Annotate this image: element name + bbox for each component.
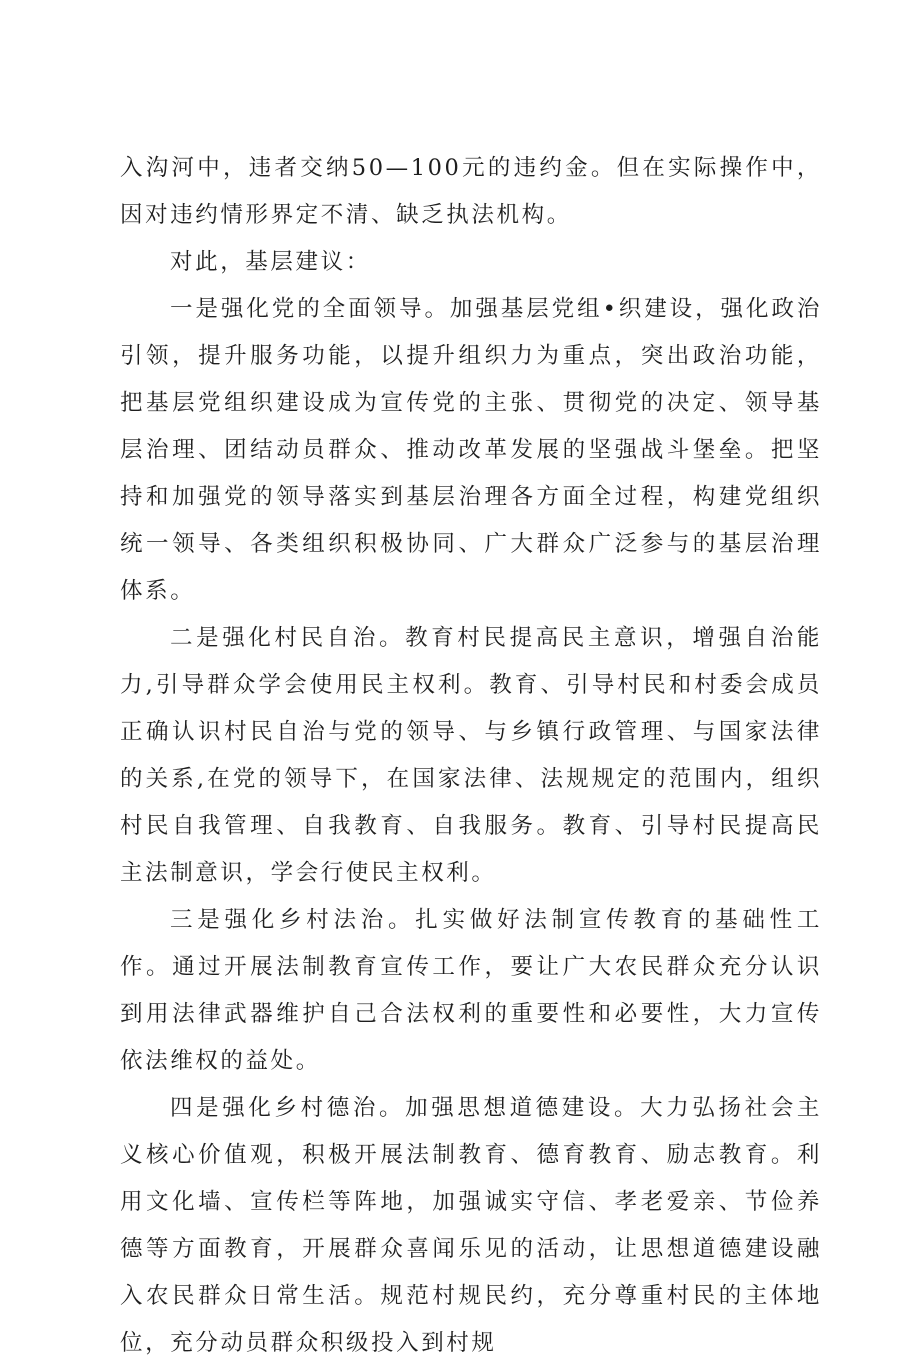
document-body <box>120 145 822 1367</box>
paragraph-point-4: 四是强化乡村德治。加强思想道德建设。大力弘扬社会主义核心价值观，积极开展法制教育、德育教育、励志教育。利用文化墙、宣传栏等阵地，加强诚实守信、孝老爱亲、节俭养德等方面教育，开展群众喜闻乐见的活动，让思想道德建设融入农民群众日常生活。规范村规民约，充分尊重村民的主体地位，充分动员群众积级投入到村规 <box>120 1095 822 1356</box>
paragraph-point-1: 一是强化党的全面领导。加强基层党组•织建设，强化政治引领，提升服务功能，以提升组织力为重点，突出政治功能，把基层党组织建设成为宣传党的主张、贯彻党的决定、领导基层治理、团结动员群众、推动改革发展的坚强战斗堡垒。把坚持和加强党的领导落实到基层治理各方面全过程，构建党组织统一领导、各类组织积极协同、广大群众广泛参与的基层治理体系。 <box>120 296 822 604</box>
paragraph-point-2: 二是强化村民自治。教育村民提高民主意识，增强自治能力,引导群众学会使用民主权利。教育、引导村民和村委会成员正确认识村民自治与党的领导、与乡镇行政管理、与国家法律的关系,在党的领导下，在国家法律、法规规定的范围内，组织村民自我管理、自我教育、自我服务。教育、引导村民提高民主法制意识，学会行使民主权利。 <box>120 625 822 886</box>
paragraph-continuation: 入沟河中，违者交纳50—100元的违约金。但在实际操作中，因对违约情形界定不清、缺乏执法机构。 <box>120 155 822 228</box>
paragraph-point-3: 三是强化乡村法治。扎实做好法制宣传教育的基础性工作。通过开展法制教育宣传工作，要让广大农民群众充分认识到用法律武器维护自己合法权利的重要性和必要性，大力宣传依法维权的益处。 <box>120 907 822 1074</box>
paragraph-intro: 对此，基层建议： <box>170 249 371 275</box>
